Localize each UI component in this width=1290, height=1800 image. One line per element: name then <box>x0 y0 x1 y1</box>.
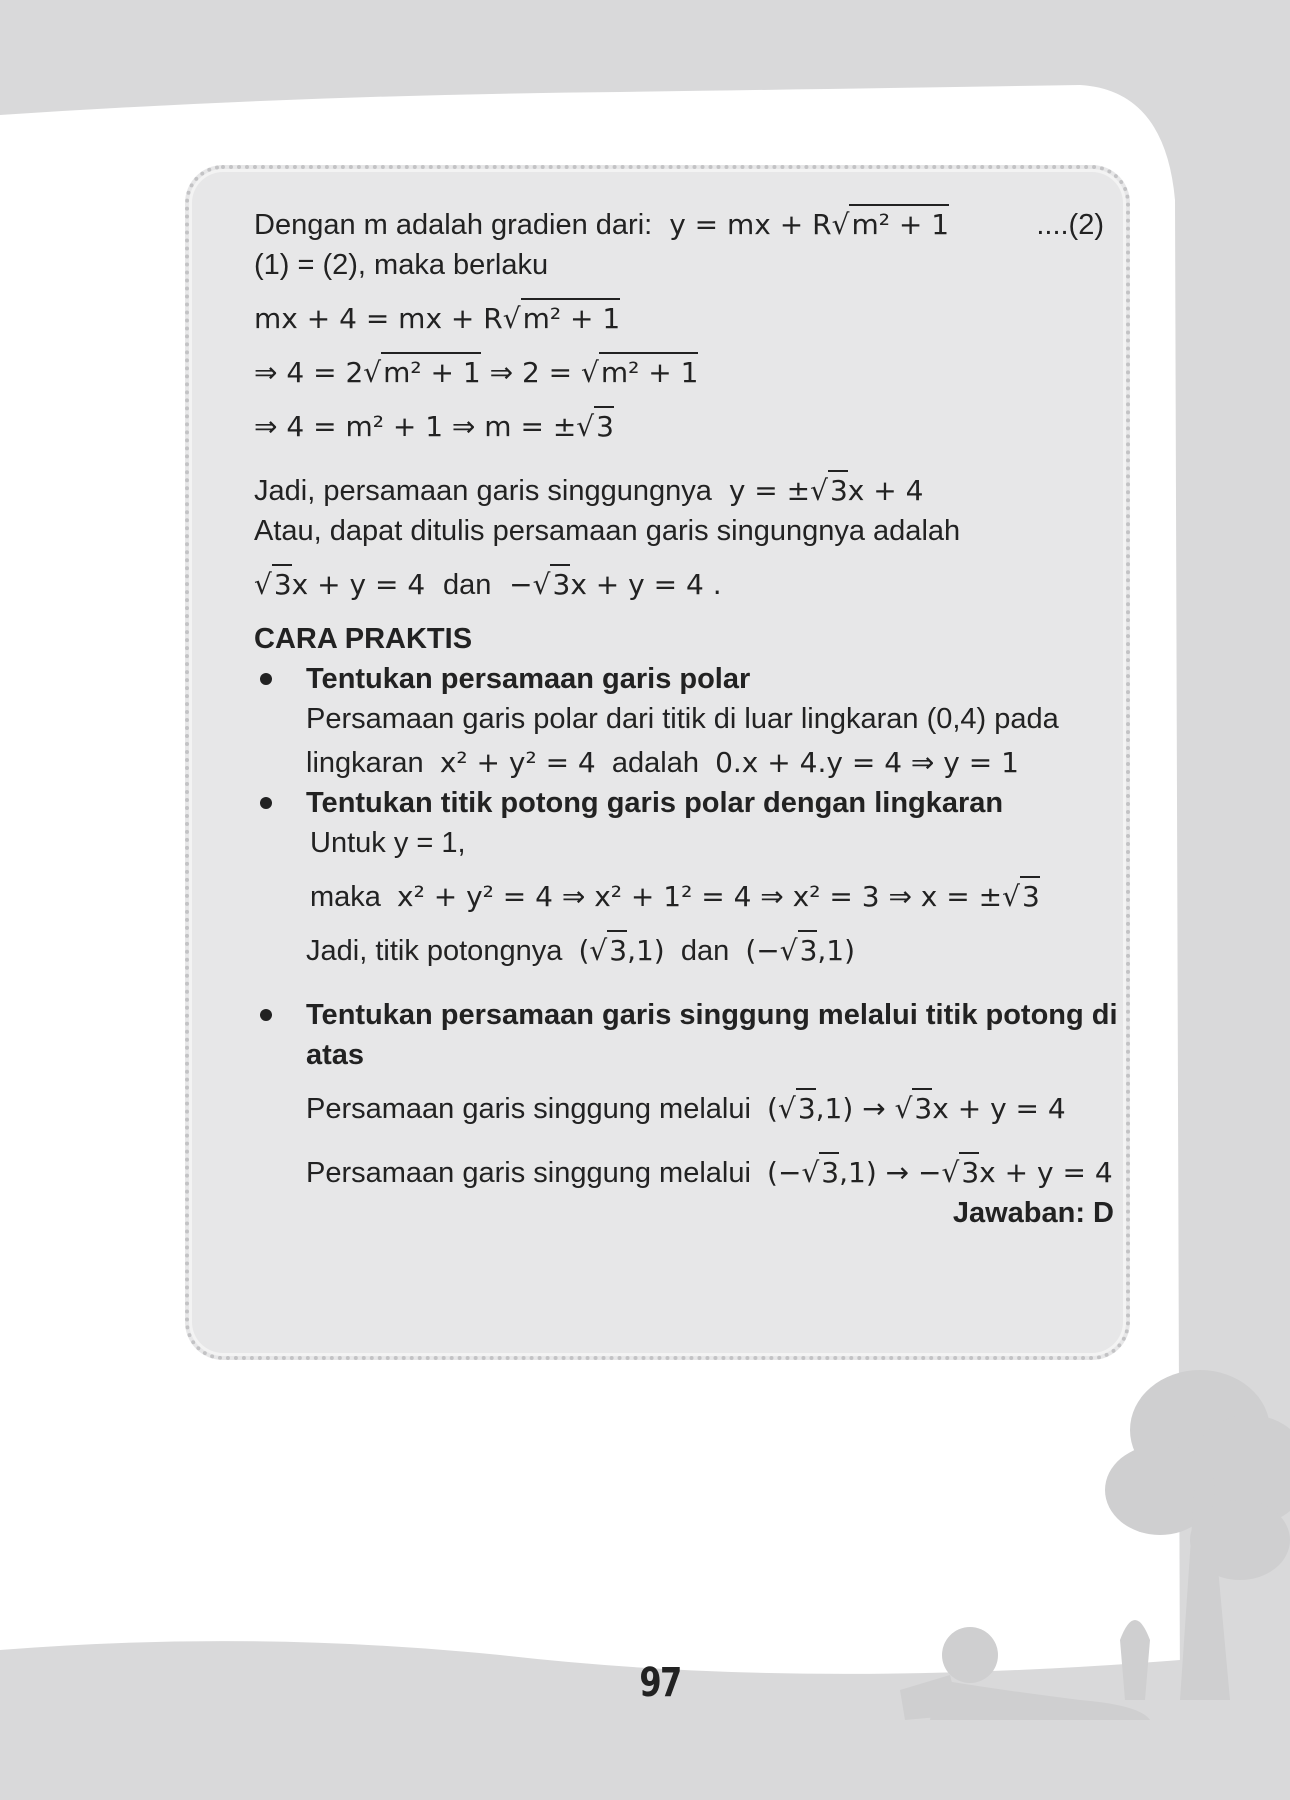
step-3 <box>254 995 1118 1193</box>
derivation-lhs: mx + 4 = mx + R <box>254 302 503 335</box>
gradient-formula-lhs: y = mx + R <box>669 208 832 241</box>
point-2 <box>745 934 855 967</box>
paren: ,1) → − <box>839 1156 942 1189</box>
radicand: 3 <box>912 1088 932 1125</box>
sqrt-3: √3 <box>254 565 292 605</box>
derivation-part: ⇒ 4 = m² + 1 ⇒ m = ± <box>254 410 577 443</box>
equation-1: x + y = 4 <box>291 568 426 601</box>
equation: x + y = 4 <box>979 1156 1113 1189</box>
paren: ( <box>767 1092 778 1125</box>
bullet-icon <box>260 673 272 685</box>
conclusion-formula <box>720 474 924 507</box>
tangent-formula <box>767 1092 1066 1125</box>
sqrt-3: √3 <box>801 1153 839 1193</box>
tangent-formula <box>767 1156 1113 1189</box>
sqrt-m2-plus-1: √m² + 1 <box>503 299 620 339</box>
sqrt-m2-plus-1: √m² + 1 <box>581 353 698 393</box>
step-title: Tentukan titik potong garis polar dengan lingkaran <box>306 787 1004 819</box>
sqrt-3: √3 <box>778 1089 816 1129</box>
equate-line: (1) = (2), maka berlaku <box>254 249 549 281</box>
bullet-icon <box>260 797 272 809</box>
radicand: 3 <box>272 564 292 601</box>
sqrt-3: √3 <box>1002 877 1040 917</box>
tangent-line-1 <box>306 1089 1114 1129</box>
text-part: lingkaran <box>306 747 424 779</box>
sqrt-3: √3 <box>810 471 848 511</box>
sqrt-3: √3 <box>941 1153 979 1193</box>
bullet-icon <box>260 1009 272 1021</box>
page-number: 97 <box>639 1660 681 1706</box>
radicand: 3 <box>796 1088 816 1125</box>
paren: ,1) <box>817 934 856 967</box>
answer-label: Jawaban: D <box>952 1197 1114 1229</box>
step-text <box>306 743 1114 783</box>
conjunction: dan <box>442 569 492 601</box>
formula-part: y = ± <box>728 474 811 507</box>
equation-tag: ....(2) <box>1036 209 1104 241</box>
radicand: 3 <box>607 930 627 967</box>
point-1 <box>578 934 664 967</box>
step-text: Untuk y = 1, <box>310 827 466 859</box>
text-part: Jadi, titik potongnya <box>306 935 563 967</box>
step-text <box>306 877 1114 917</box>
sqrt-3: √3 <box>780 931 818 971</box>
derivation-line-2 <box>254 353 1114 393</box>
step-2 <box>254 783 1114 971</box>
conclusion-line <box>254 471 1114 511</box>
radicand: 3 <box>959 1152 979 1189</box>
text-part: Persamaan garis singgung melalui <box>306 1157 751 1189</box>
conjunction: dan <box>680 935 730 967</box>
step-title: Tentukan persamaan garis polar <box>306 663 751 695</box>
step-1 <box>254 659 1114 783</box>
step-title: atas <box>306 1039 365 1071</box>
minus-sign: − <box>509 568 533 601</box>
conclusion-label: Jadi, persamaan garis singgungnya <box>254 475 712 507</box>
paren: ,1) → <box>815 1092 895 1125</box>
derivation-line-1 <box>254 299 1114 339</box>
gradient-formula <box>660 208 949 241</box>
radicand: 3 <box>828 470 848 507</box>
gradient-label: Dengan m adalah gradien dari: <box>254 209 653 241</box>
sqrt-3: √3 <box>895 1089 933 1129</box>
sqrt-3: √3 <box>533 565 571 605</box>
solution-content <box>254 205 1118 1233</box>
radicand: m² + 1 <box>599 352 699 389</box>
paren: (− <box>767 1156 802 1189</box>
radicand: m² + 1 <box>521 298 621 335</box>
formula-part: x + 4 <box>847 474 924 507</box>
paren: ( <box>578 934 590 967</box>
radicand: 3 <box>1020 876 1040 913</box>
gradient-line <box>254 205 1114 245</box>
equation-2: x + y = 4 . <box>570 568 722 601</box>
circle-equation: x² + y² = 4 <box>439 746 596 779</box>
text-part: adalah <box>611 747 699 779</box>
derivation-part: ⇒ 2 = <box>480 356 582 389</box>
alternative-equations <box>254 565 1114 605</box>
derivation-part: ⇒ 4 = 2 <box>254 356 364 389</box>
section-heading: CARA PRAKTIS <box>254 623 473 655</box>
paren: ,1) <box>627 934 665 967</box>
sqrt-3: √3 <box>589 931 627 971</box>
paren: (− <box>745 934 780 967</box>
sqrt-m2-plus-1: √m² + 1 <box>832 205 949 245</box>
radicand: 3 <box>550 564 570 601</box>
radicand: 3 <box>594 406 614 443</box>
radicand: m² + 1 <box>381 352 481 389</box>
sqrt-m2-plus-1: √m² + 1 <box>363 353 480 393</box>
substitution-formula: x² + y² = 4 ⇒ x² + 1² = 4 ⇒ x² = 3 ⇒ x = ± <box>397 880 1003 913</box>
text-part: maka <box>310 881 381 913</box>
step-title: Tentukan persamaan garis singgung melalui titik potong di <box>306 999 1118 1031</box>
equation: x + y = 4 <box>932 1092 1066 1125</box>
derivation-line-3 <box>254 407 1114 447</box>
polar-line-equation: 0.x + 4.y = 4 ⇒ y = 1 <box>715 746 1019 779</box>
text-part: Persamaan garis singgung melalui <box>306 1093 751 1125</box>
radicand: 3 <box>819 1152 839 1189</box>
radicand: 3 <box>798 930 818 967</box>
sqrt-3: √3 <box>576 407 614 447</box>
radicand: m² + 1 <box>849 204 949 241</box>
step-text <box>306 931 1114 971</box>
tangent-line-2 <box>306 1153 1114 1193</box>
step-text: Persamaan garis polar dari titik di luar lingkaran (0,4) pada <box>306 703 1059 735</box>
alternative-line: Atau, dapat ditulis persamaan garis singungnya adalah <box>254 515 961 547</box>
